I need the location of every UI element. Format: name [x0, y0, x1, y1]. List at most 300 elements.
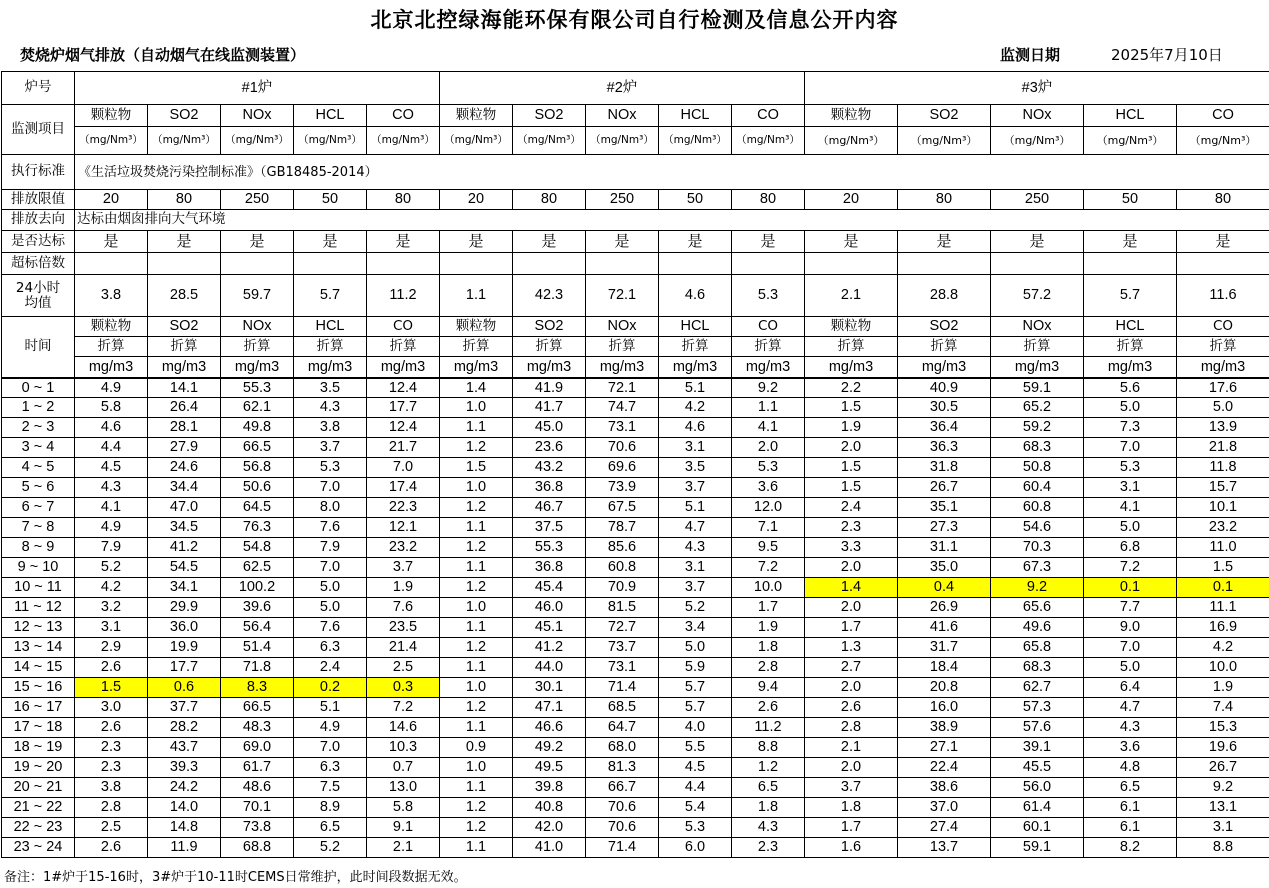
section-subtitle: 焚烧炉烟气排放（自动烟气在线监测装置） — [20, 46, 306, 64]
data-cell: 47.0 — [148, 498, 221, 518]
exceed-value — [991, 253, 1084, 275]
avg-value: 28.8 — [898, 275, 991, 317]
data-cell: 68.8 — [221, 838, 294, 858]
conversion-label: 折算 — [513, 337, 586, 357]
data-cell: 1.3 — [805, 638, 898, 658]
data-cell: 5.2 — [659, 598, 732, 618]
data-cell: 61.7 — [221, 758, 294, 778]
data-cell: 5.8 — [367, 798, 440, 818]
furnace-1-header: #1炉 — [75, 72, 440, 105]
data-cell: 39.3 — [148, 758, 221, 778]
exceed-value — [440, 253, 513, 275]
data-cell: 5.1 — [294, 698, 367, 718]
avg-value: 42.3 — [513, 275, 586, 317]
limit-value: 80 — [1177, 190, 1269, 210]
data-cell: 4.6 — [659, 418, 732, 438]
exceed-value — [148, 253, 221, 275]
conversion-label: 折算 — [659, 337, 732, 357]
avg-value: 59.7 — [221, 275, 294, 317]
time-pollutant-header: HCL — [1084, 317, 1177, 337]
data-cell: 20.8 — [898, 678, 991, 698]
data-cell: 41.2 — [148, 538, 221, 558]
time-label: 时间 — [2, 317, 75, 378]
data-cell: 3.5 — [659, 458, 732, 478]
time-slot: 22 ~ 23 — [2, 818, 75, 838]
data-cell: 5.0 — [1084, 398, 1177, 418]
data-cell: 0.1 — [1177, 578, 1269, 598]
data-cell: 74.7 — [586, 398, 659, 418]
unit-label: mg/m3 — [898, 357, 991, 378]
standard-text: 《生活垃圾焚烧污染控制标准》（GB18485-2014） — [75, 155, 1269, 190]
time-slot: 10 ~ 11 — [2, 578, 75, 598]
data-cell: 4.1 — [732, 418, 805, 438]
data-cell: 4.2 — [659, 398, 732, 418]
avg-label-line1: 24小时 — [15, 279, 61, 296]
data-cell: 37.0 — [898, 798, 991, 818]
time-slot: 17 ~ 18 — [2, 718, 75, 738]
data-cell: 2.1 — [805, 738, 898, 758]
data-cell: 1.2 — [440, 818, 513, 838]
data-cell: 3.5 — [294, 378, 367, 398]
limit-value: 20 — [805, 190, 898, 210]
data-cell: 5.6 — [1084, 378, 1177, 398]
data-cell: 5.0 — [659, 638, 732, 658]
data-cell: 1.1 — [440, 518, 513, 538]
data-cell: 2.2 — [805, 378, 898, 398]
data-cell: 70.6 — [586, 818, 659, 838]
pollutant-header: 颗粒物 — [440, 105, 513, 127]
data-cell: 10.0 — [1177, 658, 1269, 678]
data-cell: 55.3 — [221, 378, 294, 398]
unit-label: mg/m3 — [1177, 357, 1269, 378]
data-cell: 1.2 — [440, 638, 513, 658]
table-row — [2, 398, 1269, 418]
data-cell: 5.8 — [75, 398, 148, 418]
data-cell: 60.8 — [991, 498, 1084, 518]
data-cell: 5.3 — [294, 458, 367, 478]
data-cell: 1.4 — [805, 578, 898, 598]
furnace-3-header: #3炉 — [805, 72, 1269, 105]
data-cell: 45.1 — [513, 618, 586, 638]
limit-value: 80 — [898, 190, 991, 210]
data-cell: 36.4 — [898, 418, 991, 438]
data-cell: 9.1 — [367, 818, 440, 838]
data-cell: 3.4 — [659, 618, 732, 638]
data-cell: 46.7 — [513, 498, 586, 518]
data-cell: 2.3 — [805, 518, 898, 538]
avg-label — [2, 275, 75, 317]
exceed-value — [898, 253, 991, 275]
pollutant-header: CO — [732, 105, 805, 127]
table-row — [2, 598, 1269, 618]
data-cell: 1.8 — [805, 798, 898, 818]
data-cell: 5.3 — [732, 458, 805, 478]
data-cell: 6.4 — [1084, 678, 1177, 698]
data-cell: 2.3 — [732, 838, 805, 858]
exceed-label: 超标倍数 — [2, 253, 75, 275]
data-cell: 68.3 — [991, 438, 1084, 458]
data-cell: 7.2 — [1084, 558, 1177, 578]
data-cell: 69.6 — [586, 458, 659, 478]
unit-header: （mg/Nm³） — [991, 127, 1084, 155]
data-cell: 0.1 — [1084, 578, 1177, 598]
emission-table — [1, 71, 1269, 858]
data-cell: 64.5 — [221, 498, 294, 518]
data-cell: 56.0 — [991, 778, 1084, 798]
data-cell: 3.1 — [659, 558, 732, 578]
data-cell: 41.9 — [513, 378, 586, 398]
data-cell: 1.5 — [75, 678, 148, 698]
time-pollutant-header: SO2 — [148, 317, 221, 337]
conversion-label: 折算 — [586, 337, 659, 357]
data-cell: 5.1 — [659, 498, 732, 518]
data-cell: 29.9 — [148, 598, 221, 618]
data-cell: 3.2 — [75, 598, 148, 618]
furnace-2-header: #2炉 — [440, 72, 805, 105]
limit-value: 80 — [732, 190, 805, 210]
exceed-value — [75, 253, 148, 275]
data-cell: 0.2 — [294, 678, 367, 698]
page-title: 北京北控绿海能环保有限公司自行检测及信息公开内容 — [370, 8, 899, 32]
data-cell: 41.2 — [513, 638, 586, 658]
data-cell: 2.0 — [805, 758, 898, 778]
data-cell: 12.4 — [367, 418, 440, 438]
data-cell: 67.5 — [586, 498, 659, 518]
data-cell: 1.1 — [440, 838, 513, 858]
time-slot: 20 ~ 21 — [2, 778, 75, 798]
data-cell: 5.1 — [659, 378, 732, 398]
exceed-value — [1177, 253, 1269, 275]
data-cell: 2.6 — [75, 838, 148, 858]
data-cell: 5.0 — [294, 578, 367, 598]
data-cell: 2.7 — [805, 658, 898, 678]
data-cell: 9.5 — [732, 538, 805, 558]
data-cell: 1.1 — [440, 418, 513, 438]
data-cell: 1.9 — [805, 418, 898, 438]
table-row — [2, 558, 1269, 578]
data-cell: 7.2 — [367, 698, 440, 718]
pollutant-header: SO2 — [513, 105, 586, 127]
exceed-value — [805, 253, 898, 275]
data-cell: 85.6 — [586, 538, 659, 558]
table-row — [2, 798, 1269, 818]
data-cell: 19.9 — [148, 638, 221, 658]
compliant-label: 是否达标 — [2, 231, 75, 253]
data-cell: 4.1 — [75, 498, 148, 518]
avg-value: 4.6 — [659, 275, 732, 317]
data-cell: 1.5 — [805, 478, 898, 498]
data-cell: 3.3 — [805, 538, 898, 558]
conversion-label: 折算 — [148, 337, 221, 357]
data-cell: 1.8 — [732, 798, 805, 818]
avg-value: 1.1 — [440, 275, 513, 317]
data-cell: 11.0 — [1177, 538, 1269, 558]
data-cell: 7.0 — [294, 558, 367, 578]
time-slot: 8 ~ 9 — [2, 538, 75, 558]
data-cell: 31.8 — [898, 458, 991, 478]
data-cell: 65.2 — [991, 398, 1084, 418]
data-cell: 68.5 — [586, 698, 659, 718]
unit-header: （mg/Nm³） — [586, 127, 659, 155]
data-cell: 42.0 — [513, 818, 586, 838]
time-slot: 6 ~ 7 — [2, 498, 75, 518]
avg-value: 5.7 — [1084, 275, 1177, 317]
data-cell: 0.6 — [148, 678, 221, 698]
data-cell: 81.3 — [586, 758, 659, 778]
data-cell: 13.7 — [898, 838, 991, 858]
data-cell: 62.7 — [991, 678, 1084, 698]
time-slot: 2 ~ 3 — [2, 418, 75, 438]
data-cell: 44.0 — [513, 658, 586, 678]
data-cell: 7.2 — [732, 558, 805, 578]
time-pollutant-header: CO — [1177, 317, 1269, 337]
time-slot: 12 ~ 13 — [2, 618, 75, 638]
data-cell: 17.4 — [367, 478, 440, 498]
data-cell: 5.2 — [75, 558, 148, 578]
data-cell: 45.0 — [513, 418, 586, 438]
data-cell: 7.6 — [294, 518, 367, 538]
destination-text: 达标由烟囱排向大气环境 — [75, 210, 1269, 231]
data-cell: 23.2 — [1177, 518, 1269, 538]
data-cell: 73.8 — [221, 818, 294, 838]
data-cell: 40.8 — [513, 798, 586, 818]
data-cell: 2.0 — [732, 438, 805, 458]
data-cell: 47.1 — [513, 698, 586, 718]
data-cell: 73.9 — [586, 478, 659, 498]
data-cell: 36.0 — [148, 618, 221, 638]
data-cell: 26.7 — [898, 478, 991, 498]
table-row — [2, 738, 1269, 758]
data-cell: 26.7 — [1177, 758, 1269, 778]
data-cell: 7.6 — [367, 598, 440, 618]
data-cell: 66.5 — [221, 438, 294, 458]
time-slot: 1 ~ 2 — [2, 398, 75, 418]
data-cell: 43.2 — [513, 458, 586, 478]
time-pollutant-header: HCL — [659, 317, 732, 337]
pollutant-header: HCL — [659, 105, 732, 127]
limit-label: 排放限值 — [2, 190, 75, 210]
unit-label: mg/m3 — [1084, 357, 1177, 378]
data-cell: 3.7 — [805, 778, 898, 798]
data-cell: 28.2 — [148, 718, 221, 738]
data-cell: 57.3 — [991, 698, 1084, 718]
data-cell: 3.8 — [75, 778, 148, 798]
unit-header: （mg/Nm³） — [513, 127, 586, 155]
data-cell: 8.8 — [1177, 838, 1269, 858]
data-cell: 12.0 — [732, 498, 805, 518]
data-cell: 1.9 — [732, 618, 805, 638]
time-slot: 3 ~ 4 — [2, 438, 75, 458]
data-cell: 59.2 — [991, 418, 1084, 438]
data-cell: 70.9 — [586, 578, 659, 598]
data-cell: 37.7 — [148, 698, 221, 718]
data-cell: 5.4 — [659, 798, 732, 818]
limit-value: 250 — [221, 190, 294, 210]
unit-header: （mg/Nm³） — [440, 127, 513, 155]
unit-header: （mg/Nm³） — [659, 127, 732, 155]
data-cell: 21.7 — [367, 438, 440, 458]
data-cell: 14.1 — [148, 378, 221, 398]
data-cell: 1.5 — [440, 458, 513, 478]
data-cell: 9.4 — [732, 678, 805, 698]
data-cell: 1.0 — [440, 398, 513, 418]
limit-value: 80 — [513, 190, 586, 210]
time-slot: 19 ~ 20 — [2, 758, 75, 778]
data-cell: 6.5 — [294, 818, 367, 838]
unit-label: mg/m3 — [294, 357, 367, 378]
data-cell: 2.0 — [805, 438, 898, 458]
data-cell: 51.4 — [221, 638, 294, 658]
data-cell: 36.3 — [898, 438, 991, 458]
data-cell: 72.7 — [586, 618, 659, 638]
data-cell: 39.8 — [513, 778, 586, 798]
pollutant-header: HCL — [294, 105, 367, 127]
data-cell: 59.1 — [991, 838, 1084, 858]
time-slot: 9 ~ 10 — [2, 558, 75, 578]
data-cell: 1.2 — [440, 578, 513, 598]
data-cell: 66.7 — [586, 778, 659, 798]
unit-label: mg/m3 — [513, 357, 586, 378]
data-cell: 0.7 — [367, 758, 440, 778]
avg-label-line2: 均值 — [24, 294, 52, 311]
table-row — [2, 418, 1269, 438]
data-cell: 16.0 — [898, 698, 991, 718]
data-cell: 11.1 — [1177, 598, 1269, 618]
data-cell: 49.8 — [221, 418, 294, 438]
time-pollutant-header: NOx — [221, 317, 294, 337]
data-cell: 3.7 — [659, 578, 732, 598]
compliant-value: 是 — [367, 231, 440, 253]
exceed-value — [221, 253, 294, 275]
data-cell: 1.1 — [440, 718, 513, 738]
data-cell: 2.4 — [805, 498, 898, 518]
footer-note: 备注：1#炉于15-16时，3#炉于10-11时CEMS日常维护，此时间段数据无效。 — [4, 870, 467, 885]
data-cell: 41.6 — [898, 618, 991, 638]
data-cell: 50.6 — [221, 478, 294, 498]
pollutant-header: HCL — [1084, 105, 1177, 127]
data-cell: 4.3 — [659, 538, 732, 558]
data-cell: 23.5 — [367, 618, 440, 638]
data-cell: 5.0 — [1177, 398, 1269, 418]
data-cell: 49.2 — [513, 738, 586, 758]
data-cell: 7.0 — [1084, 638, 1177, 658]
data-cell: 35.0 — [898, 558, 991, 578]
data-cell: 62.1 — [221, 398, 294, 418]
data-cell: 43.7 — [148, 738, 221, 758]
date-label: 监测日期 — [1000, 46, 1061, 64]
table-row — [2, 438, 1269, 458]
unit-header: （mg/Nm³） — [898, 127, 991, 155]
data-cell: 38.9 — [898, 718, 991, 738]
data-cell: 30.5 — [898, 398, 991, 418]
limit-value: 250 — [991, 190, 1084, 210]
data-cell: 8.3 — [221, 678, 294, 698]
conversion-label: 折算 — [440, 337, 513, 357]
data-cell: 54.8 — [221, 538, 294, 558]
data-cell: 1.2 — [440, 698, 513, 718]
data-cell: 1.7 — [805, 818, 898, 838]
data-cell: 10.0 — [732, 578, 805, 598]
data-cell: 12.4 — [367, 378, 440, 398]
data-cell: 13.1 — [1177, 798, 1269, 818]
compliant-value: 是 — [148, 231, 221, 253]
data-cell: 23.2 — [367, 538, 440, 558]
data-cell: 78.7 — [586, 518, 659, 538]
limit-value: 50 — [1084, 190, 1177, 210]
data-cell: 2.8 — [805, 718, 898, 738]
limit-value: 50 — [659, 190, 732, 210]
data-cell: 17.6 — [1177, 378, 1269, 398]
data-cell: 4.9 — [75, 378, 148, 398]
limit-value: 80 — [367, 190, 440, 210]
data-cell: 24.2 — [148, 778, 221, 798]
data-cell: 68.3 — [991, 658, 1084, 678]
data-cell: 70.6 — [586, 438, 659, 458]
data-cell: 68.0 — [586, 738, 659, 758]
pollutant-header: CO — [1177, 105, 1269, 127]
data-cell: 57.6 — [991, 718, 1084, 738]
data-cell: 76.3 — [221, 518, 294, 538]
unit-header: （mg/Nm³） — [148, 127, 221, 155]
data-cell: 5.0 — [1084, 658, 1177, 678]
table-row — [2, 818, 1269, 838]
data-cell: 7.5 — [294, 778, 367, 798]
data-cell: 24.6 — [148, 458, 221, 478]
time-slot: 15 ~ 16 — [2, 678, 75, 698]
data-cell: 6.3 — [294, 758, 367, 778]
unit-label: mg/m3 — [805, 357, 898, 378]
pollutant-header: 颗粒物 — [805, 105, 898, 127]
time-pollutant-header: NOx — [586, 317, 659, 337]
data-cell: 49.6 — [991, 618, 1084, 638]
unit-label: mg/m3 — [586, 357, 659, 378]
time-slot: 23 ~ 24 — [2, 838, 75, 858]
unit-label: mg/m3 — [75, 357, 148, 378]
avg-value: 28.5 — [148, 275, 221, 317]
time-pollutant-header: CO — [732, 317, 805, 337]
data-cell: 64.7 — [586, 718, 659, 738]
data-cell: 5.0 — [1084, 518, 1177, 538]
data-cell: 3.1 — [1084, 478, 1177, 498]
data-cell: 4.7 — [1084, 698, 1177, 718]
table-row — [2, 758, 1269, 778]
data-cell: 2.8 — [75, 798, 148, 818]
data-cell: 9.2 — [732, 378, 805, 398]
pollutant-header: CO — [367, 105, 440, 127]
data-cell: 39.1 — [991, 738, 1084, 758]
data-cell: 34.1 — [148, 578, 221, 598]
avg-value: 11.2 — [367, 275, 440, 317]
conversion-label: 折算 — [367, 337, 440, 357]
table-row — [2, 658, 1269, 678]
compliant-value: 是 — [294, 231, 367, 253]
data-cell: 13.0 — [367, 778, 440, 798]
data-cell: 15.3 — [1177, 718, 1269, 738]
data-cell: 9.2 — [1177, 778, 1269, 798]
data-cell: 46.0 — [513, 598, 586, 618]
data-cell: 3.7 — [294, 438, 367, 458]
data-cell: 28.1 — [148, 418, 221, 438]
avg-value: 57.2 — [991, 275, 1084, 317]
data-cell: 8.8 — [732, 738, 805, 758]
data-cell: 1.0 — [440, 598, 513, 618]
time-slot: 21 ~ 22 — [2, 798, 75, 818]
unit-header: （mg/Nm³） — [1177, 127, 1269, 155]
conversion-label: 折算 — [1084, 337, 1177, 357]
table-row — [2, 678, 1269, 698]
data-cell: 1.9 — [367, 578, 440, 598]
table-row — [2, 778, 1269, 798]
